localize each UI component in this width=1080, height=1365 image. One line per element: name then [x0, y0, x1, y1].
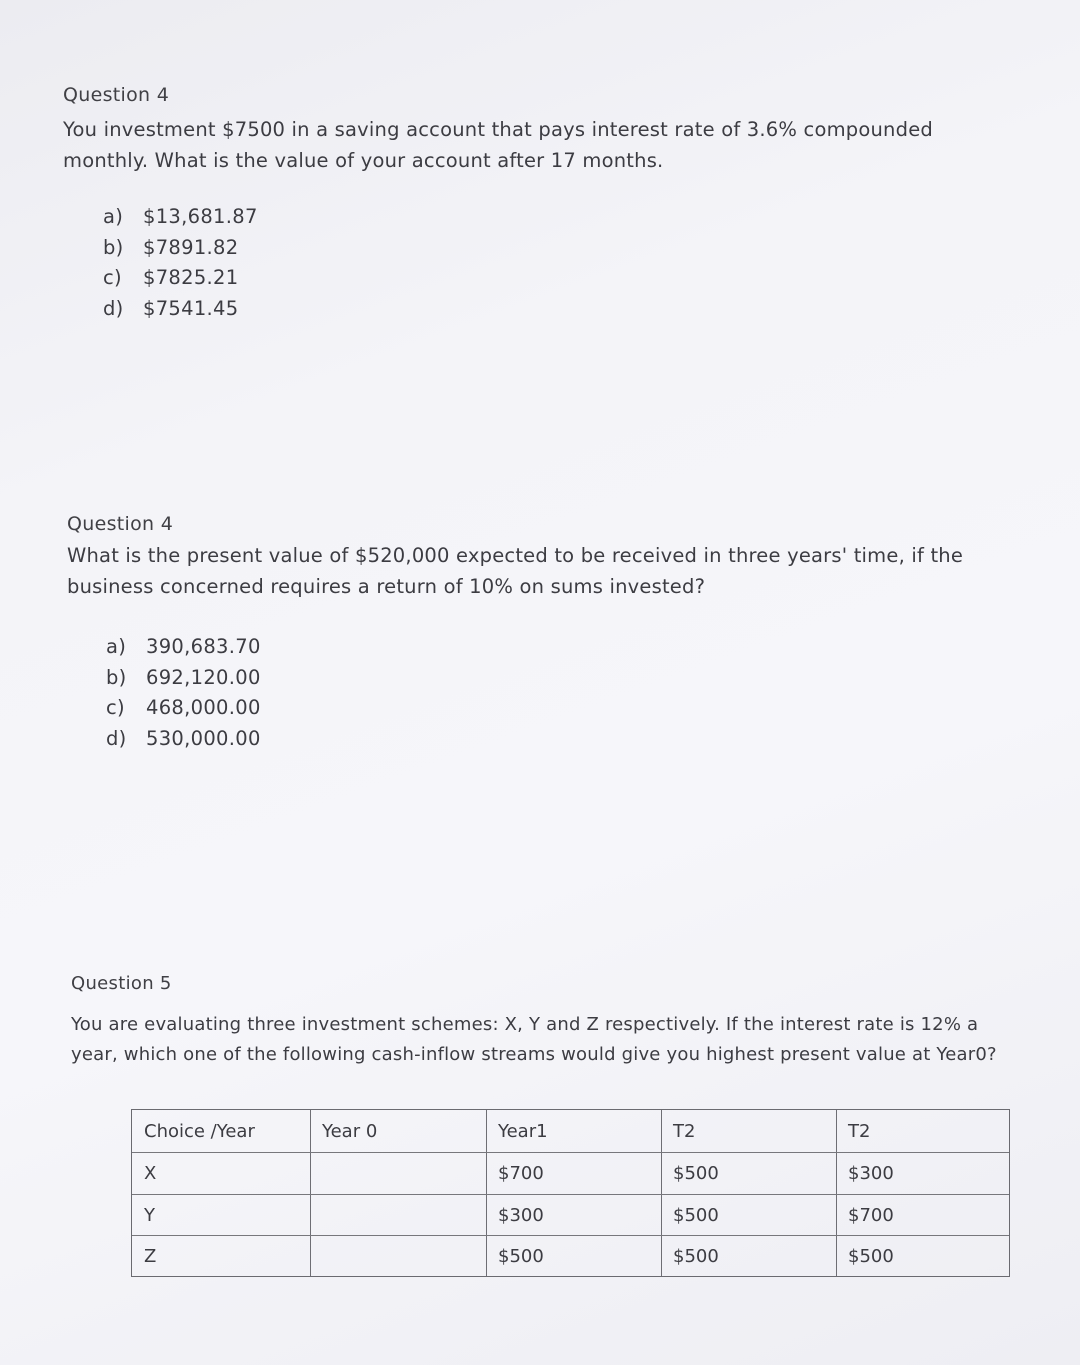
- question-2-option-d: d) 530,000.00: [106, 726, 261, 750]
- row-choice: X: [144, 1163, 157, 1184]
- row-t2: $500: [673, 1163, 719, 1184]
- question-3-text: [71, 1010, 997, 1070]
- cash-inflow-table: [131, 1109, 1010, 1277]
- question-3-line-1: You are evaluating three investment schemes: X, Y and Z respectively. If the interest rate is 12% a: [71, 1014, 979, 1035]
- question-2-line-1: What is the present value of $520,000 expected to be received in three years' time, if the: [67, 544, 964, 567]
- question-2-option-a: a) 390,683.70: [106, 635, 261, 658]
- question-1-line-2: monthly. What is the value of your account after 17 months.: [63, 149, 664, 172]
- row-year-1: $300: [498, 1204, 544, 1226]
- question-1-option-c: c) $7825.21: [103, 266, 239, 289]
- row-t2-second: $700: [848, 1204, 894, 1226]
- question-2-option-c: c) 468,000.00: [106, 696, 261, 719]
- question-3-label: Question 5: [71, 973, 172, 994]
- row-t2-second: $300: [848, 1163, 894, 1184]
- question-2-text: [67, 540, 963, 602]
- question-1-line-1: You investment $7500 in a saving account that pays interest rate of 3.6% compounded: [63, 118, 933, 141]
- question-2-options: [106, 632, 261, 754]
- row-choice: Y: [144, 1204, 155, 1226]
- header-t2-second: T2: [848, 1120, 871, 1142]
- row-t2: $500: [673, 1245, 719, 1267]
- question-1-text: [63, 114, 933, 176]
- header-year-1: Year1: [498, 1120, 548, 1142]
- question-2-option-b: b) 692,120.00: [106, 665, 261, 689]
- table-row: [132, 1236, 1009, 1276]
- question-1-options: [103, 202, 258, 324]
- header-t2: T2: [673, 1120, 696, 1142]
- question-1-option-a: a) $13,681.87: [103, 205, 258, 228]
- question-1-option-b: b) $7891.82: [103, 235, 239, 259]
- question-2-line-2: business concerned requires a return of 10% on sums invested?: [67, 575, 706, 598]
- row-choice: Z: [144, 1245, 157, 1267]
- row-t2-second: $500: [848, 1245, 894, 1267]
- row-year-1: $700: [498, 1163, 544, 1184]
- row-t2: $500: [673, 1204, 719, 1226]
- question-2-label: Question 4: [67, 513, 174, 535]
- header-choice-year: Choice /Year: [144, 1120, 255, 1142]
- question-1-option-d: d) $7541.45: [103, 296, 239, 320]
- table-row: [132, 1153, 1009, 1195]
- question-1-label: Question 4: [63, 84, 170, 106]
- table-header-row: [132, 1110, 1009, 1153]
- table-row: [132, 1195, 1009, 1236]
- question-3-line-2: year, which one of the following cash-inflow streams would give you highest present value at Year0?: [71, 1044, 997, 1065]
- header-year-0: Year 0: [322, 1120, 378, 1142]
- row-year-1: $500: [498, 1245, 544, 1267]
